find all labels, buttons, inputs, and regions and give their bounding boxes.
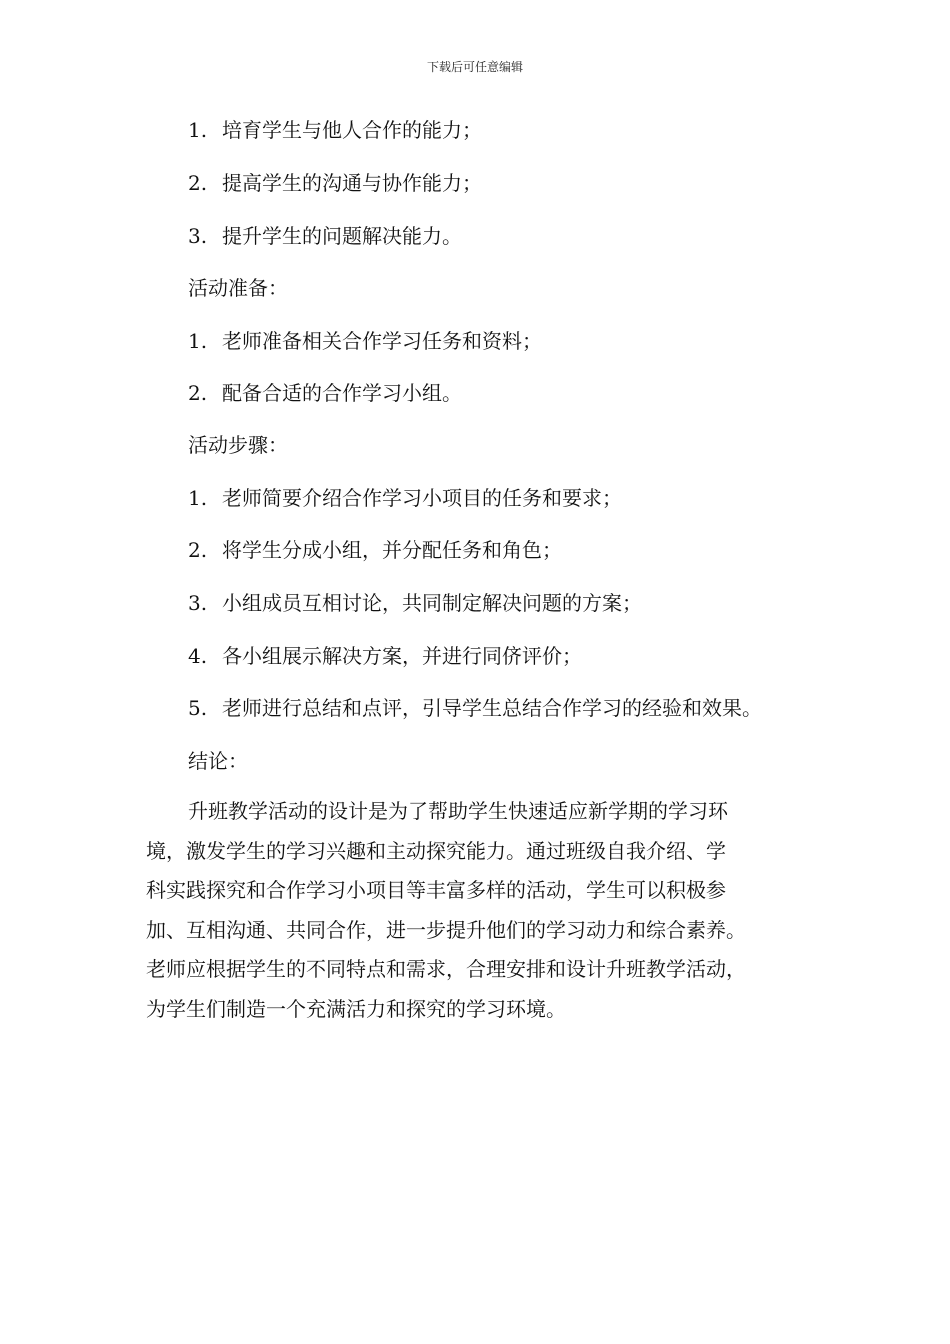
- header-note: 下载后可任意编辑: [426, 60, 523, 74]
- list-number: 1.: [188, 118, 208, 142]
- conclusion-paragraph: [146, 792, 846, 1029]
- list-text: 将学生分成小组，并分配任务和角色；: [222, 538, 562, 562]
- list-text: 小组成员互相讨论，共同制定解决问题的方案；: [222, 591, 642, 615]
- list-number: 5.: [188, 696, 208, 720]
- steps-heading: 活动步骤：: [188, 433, 288, 457]
- list-text: 老师进行总结和点评，引导学生总结合作学习的经验和效果。: [222, 696, 762, 720]
- list-text: 提升学生的问题解决能力。: [222, 224, 462, 248]
- paragraph-line: 加、互相沟通、共同合作，进一步提升他们的学习动力和综合素养。: [146, 917, 746, 942]
- list-number: 3.: [188, 224, 208, 248]
- conclusion-heading: 结论：: [188, 749, 248, 773]
- goal-item-1: [188, 118, 482, 142]
- step-item-5: [188, 696, 762, 720]
- list-text: 老师准备相关合作学习任务和资料；: [222, 329, 542, 353]
- paragraph-line: 升班教学活动的设计是为了帮助学生快速适应新学期的学习环: [188, 799, 728, 823]
- step-item-4: [188, 644, 582, 668]
- list-number: 2.: [188, 381, 208, 405]
- goal-item-3: [188, 224, 462, 248]
- goal-item-2: [188, 171, 482, 195]
- list-text: 提高学生的沟通与协作能力；: [222, 171, 482, 195]
- step-item-2: [188, 538, 562, 562]
- list-number: 1.: [188, 486, 208, 510]
- step-item-3: [188, 591, 642, 615]
- step-item-1: [188, 486, 622, 510]
- list-number: 3.: [188, 591, 208, 615]
- preparation-item-2: [188, 381, 462, 405]
- list-text: 各小组展示解决方案，并进行同侪评价；: [222, 644, 582, 668]
- preparation-heading: 活动准备：: [188, 276, 288, 300]
- paragraph-line: 老师应根据学生的不同特点和需求，合理安排和设计升班教学活动，: [146, 957, 746, 981]
- list-text: 老师简要介绍合作学习小项目的任务和要求；: [222, 486, 622, 510]
- list-text: 培育学生与他人合作的能力；: [222, 118, 482, 142]
- list-number: 2.: [188, 538, 208, 562]
- paragraph-line: 境，激发学生的学习兴趣和主动探究能力。通过班级自我介绍、学: [146, 838, 726, 863]
- paragraph-line: 科实践探究和合作学习小项目等丰富多样的活动，学生可以积极参: [146, 878, 726, 902]
- list-number: 2.: [188, 171, 208, 195]
- paragraph-line: 为学生们制造一个充满活力和探究的学习环境。: [146, 996, 566, 1021]
- list-number: 1.: [188, 329, 208, 353]
- list-text: 配备合适的合作学习小组。: [222, 381, 462, 405]
- list-number: 4.: [188, 644, 208, 668]
- preparation-item-1: [188, 329, 542, 353]
